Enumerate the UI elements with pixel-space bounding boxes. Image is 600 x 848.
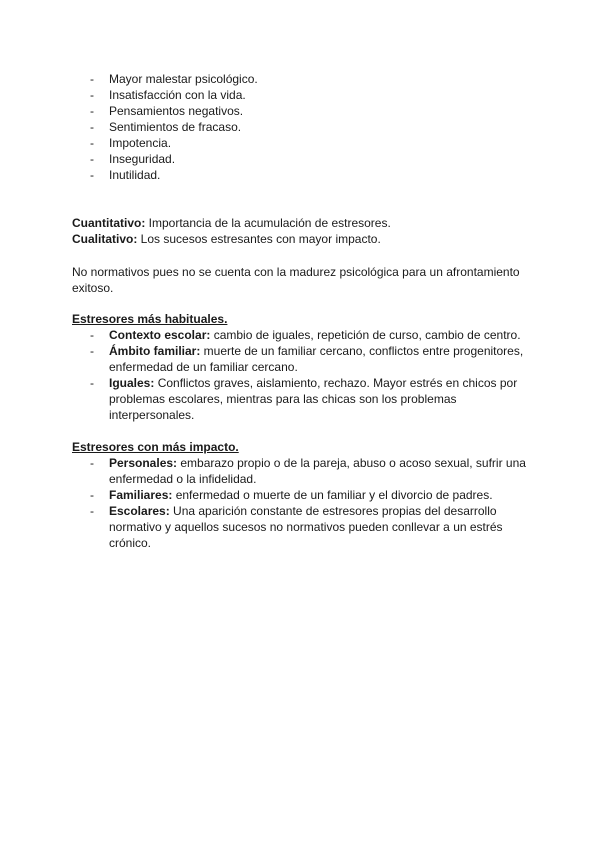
item-label: Familiares: (109, 488, 173, 502)
symptom-text: Pensamientos negativos. (109, 104, 244, 118)
list-item (72, 151, 542, 167)
item-text: enfermedad o muerte de un familiar y el divorcio de padres. (172, 488, 493, 502)
quantitative-label: Cuantitativo: (72, 216, 146, 230)
bullet-dash: - (90, 136, 94, 150)
symptom-text: Impotencia. (109, 136, 172, 150)
bullet-dash: - (90, 504, 94, 518)
list-item (72, 87, 542, 103)
impact-list (72, 455, 542, 551)
item-text: embarazo propio o de la pareja, abuso o acoso sexual, sufrir una enfermedad o la infidelidad. (109, 456, 526, 486)
non-normative-paragraph: No normativos pues no se cuenta con la madurez psicológica para un afrontamiento exitoso. (72, 265, 520, 295)
list-item (72, 71, 542, 87)
bullet-dash: - (90, 328, 94, 342)
list-item (72, 487, 542, 503)
list-item (72, 327, 542, 343)
item-text: Una aparición constante de estresores propias del desarrollo normativo y aquellos sucesos no normativos pueden conllevar a un estrés crónico. (109, 504, 503, 550)
list-item (72, 455, 542, 487)
bullet-dash: - (90, 376, 94, 390)
qualitative-text: Los sucesos estresantes con mayor impacto. (137, 232, 381, 246)
symptom-list (72, 71, 542, 183)
item-label: Contexto escolar: (109, 328, 211, 342)
list-item (72, 167, 542, 183)
bullet-dash: - (90, 488, 94, 502)
bullet-dash: - (90, 152, 94, 166)
list-item (72, 103, 542, 119)
list-item (72, 375, 542, 423)
symptom-text: Inseguridad. (109, 152, 176, 166)
symptom-text: Insatisfacción con la vida. (109, 88, 246, 102)
bullet-dash: - (90, 120, 94, 134)
item-text: Conflictos graves, aislamiento, rechazo. Mayor estrés en chicos por problemas escolares, mientras para las chicas son los problemas interpersonales. (109, 376, 518, 422)
list-item (72, 503, 542, 551)
list-item (72, 135, 542, 151)
item-label: Ámbito familiar: (109, 344, 201, 358)
bullet-dash: - (90, 88, 94, 102)
symptom-text: Mayor malestar psicológico. (109, 72, 258, 86)
item-label: Iguales: (109, 376, 155, 390)
item-label: Escolares: (109, 504, 170, 518)
item-text: muerte de un familiar cercano, conflictos entre progenitores, enfermedad de un familiar cercano. (109, 344, 524, 374)
bullet-dash: - (90, 456, 94, 470)
quantitative-text: Importancia de la acumulación de estresores. (145, 216, 391, 230)
impact-heading: Estresores con más impacto. (72, 440, 239, 454)
quantitative-line (72, 215, 542, 231)
qualitative-line (72, 231, 542, 247)
bullet-dash: - (90, 72, 94, 86)
symptom-text: Sentimientos de fracaso. (109, 120, 242, 134)
bullet-dash: - (90, 344, 94, 358)
item-label: Personales: (109, 456, 178, 470)
habitual-list (72, 327, 542, 423)
item-text: cambio de iguales, repetición de curso, cambio de centro. (210, 328, 521, 342)
list-item (72, 343, 542, 375)
symptom-text: Inutilidad. (109, 168, 161, 182)
bullet-dash: - (90, 104, 94, 118)
habitual-heading: Estresores más habituales. (72, 312, 228, 326)
qualitative-label: Cualitativo: (72, 232, 138, 246)
list-item (72, 119, 542, 135)
bullet-dash: - (90, 168, 94, 182)
